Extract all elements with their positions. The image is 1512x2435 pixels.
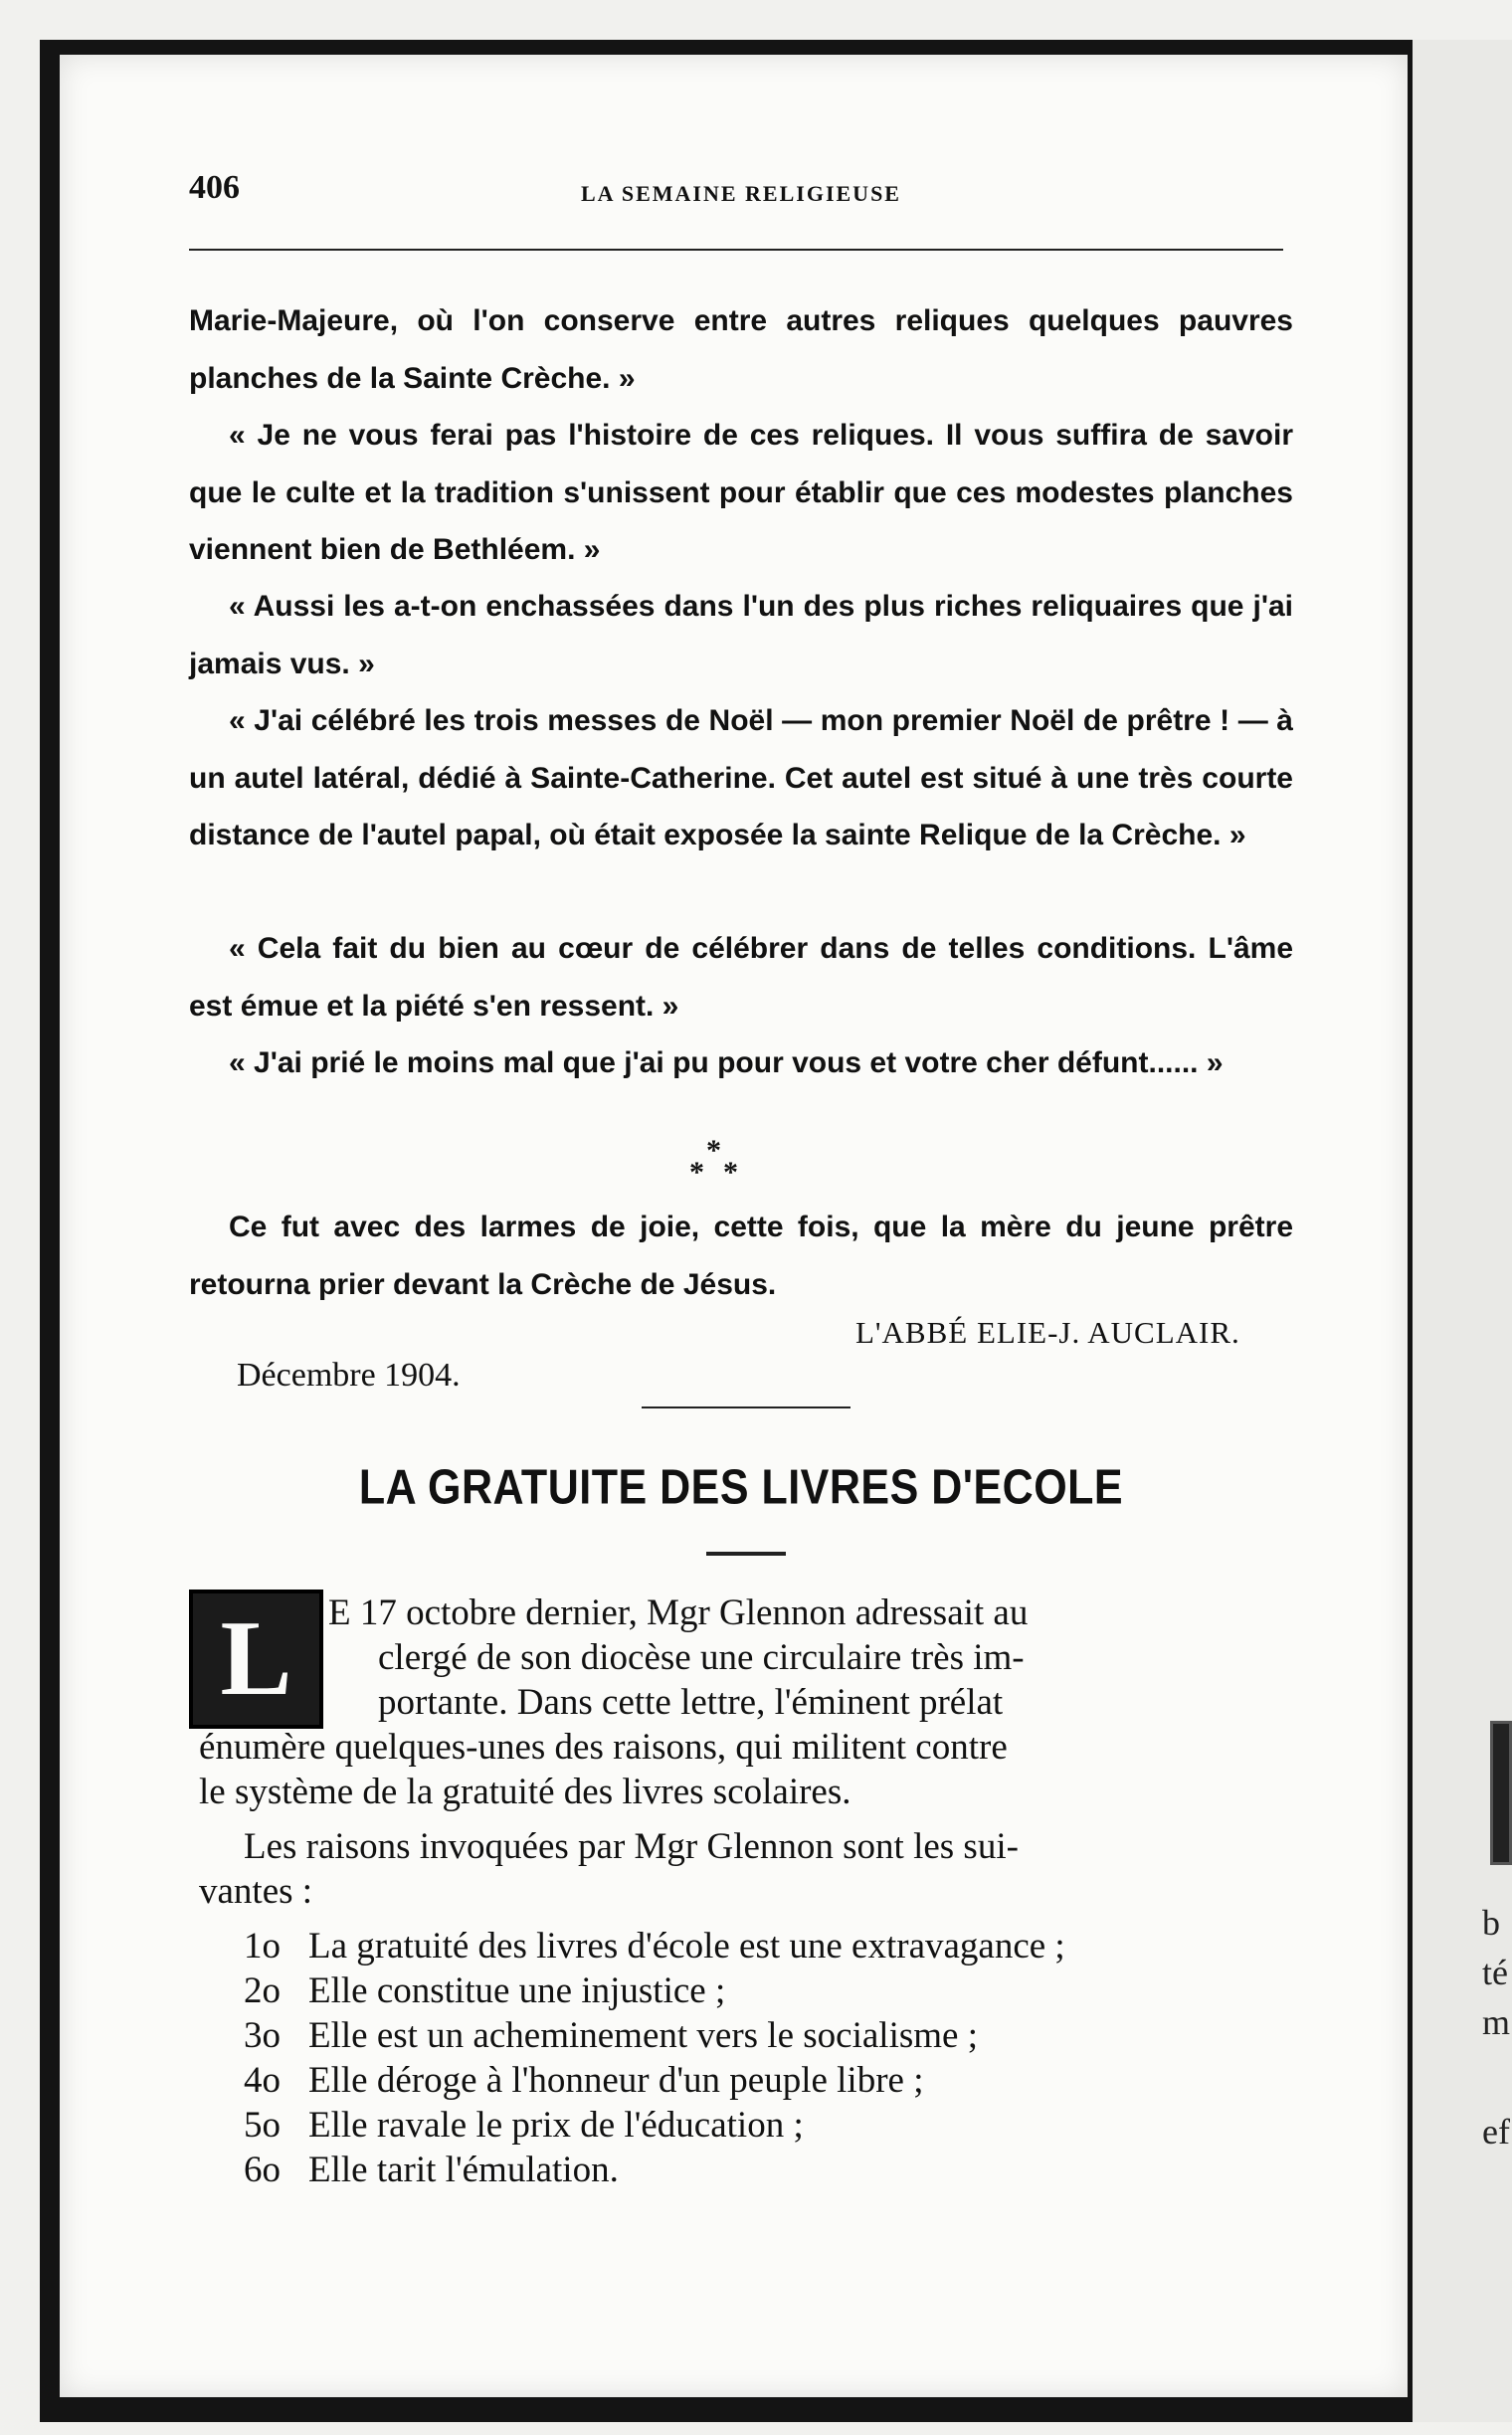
page-header — [189, 169, 1293, 219]
running-title: LA SEMAINE RELIGIEUSE — [581, 181, 901, 206]
asterism — [686, 1134, 746, 1194]
signature: L'ABBÉ ELIE-J. AUCLAIR. — [855, 1315, 1240, 1350]
header-rule — [189, 249, 1283, 251]
list-text: Elle tarit l'émulation. — [308, 2150, 619, 2190]
asterism-star: * — [689, 1156, 704, 1189]
asterism-star: * — [723, 1156, 738, 1189]
adjacent-page-fragment: m — [1482, 2002, 1511, 2042]
list-item — [244, 1969, 725, 2012]
page-number: 406 — [189, 169, 240, 206]
paragraph: « Aussi les a-t-on enchassées dans l'un des plus riches reliquaires que j'ai jamais vus. » — [189, 590, 1293, 680]
dropcap-letter: L — [220, 1599, 292, 1718]
intro-line: clergé de son diocèse une circulaire très im- — [378, 1637, 1025, 1678]
list-number: 2o — [244, 1970, 281, 2011]
list-number: 5o — [244, 2105, 281, 2146]
list-number: 1o — [244, 1926, 281, 1967]
section-divider — [642, 1406, 850, 1408]
paragraph: « J'ai célébré les trois messes de Noël — mon premier Noël de prêtre ! — à un autel latéral, dédié à Sainte-Catherine. Cet autel est situé à une très courte distance de l'autel papal, où était exposée la sainte Relique de la Crèche. » — [189, 704, 1293, 851]
reasons-intro-line: Les raisons invoquées par Mgr Glennon sont les sui- — [244, 1826, 1019, 1867]
paragraph: « J'ai prié le moins mal que j'ai pu pour vous et votre cher défunt...... » — [229, 1046, 1224, 1079]
list-item — [244, 1925, 1065, 1967]
list-number: 4o — [244, 2060, 281, 2101]
adjacent-page-fragment: b — [1482, 1903, 1500, 1943]
adjacent-page-fragment: ef — [1482, 2112, 1510, 2152]
adjacent-page-edge — [1413, 40, 1512, 2422]
date: Décembre 1904. — [237, 1357, 461, 1394]
paragraph: « Cela fait du bien au cœur de célébrer dans de telles conditions. L'âme est émue et la piété s'en ressent. » — [189, 932, 1293, 1023]
intro-line: E 17 octobre dernier, Mgr Glennon adressait au — [328, 1592, 1029, 1633]
paragraph: « Je ne vous ferai pas l'histoire de ces reliques. Il vous suffira de savoir que le culte et la tradition s'unissent pour établir que ces modestes planches viennent bien de Bethléem. » — [189, 419, 1293, 566]
list-text: Elle constitue une injustice ; — [308, 1970, 726, 2011]
list-text: Elle déroge à l'honneur d'un peuple libre ; — [308, 2060, 924, 2101]
intro-line: énumère quelques-unes des raisons, qui militent contre — [199, 1727, 1008, 1768]
adjacent-page-fragment: té — [1482, 1953, 1508, 1992]
list-item — [244, 2104, 804, 2147]
paragraph: Marie-Majeure, où l'on conserve entre autres reliques quelques pauvres planches de la Sainte Crèche. » — [189, 304, 1293, 395]
asterism-star: * — [706, 1134, 721, 1167]
list-text: Elle ravale le prix de l'éducation ; — [308, 2105, 804, 2146]
title-rule — [706, 1552, 786, 1556]
list-item — [244, 2149, 619, 2191]
adjacent-page-ornament — [1490, 1721, 1512, 1865]
list-text: Elle est un acheminement vers le socialisme ; — [308, 2015, 978, 2056]
list-item — [244, 2014, 978, 2057]
list-number: 6o — [244, 2150, 281, 2190]
intro-line: le système de la gratuité des livres scolaires. — [199, 1772, 851, 1812]
dropcap — [189, 1590, 323, 1729]
list-item — [244, 2059, 924, 2102]
section-title: LA GRATUITE DES LIVRES D'ECOLE — [358, 1460, 1124, 1516]
list-text: La gratuité des livres d'école est une extravagance ; — [308, 1926, 1065, 1967]
intro-line: portante. Dans cette lettre, l'éminent prélat — [378, 1682, 1004, 1723]
list-number: 3o — [244, 2015, 281, 2056]
reasons-intro-line: vantes : — [199, 1871, 313, 1912]
closing-paragraph: Ce fut avec des larmes de joie, cette fois, que la mère du jeune prêtre retourna prier devant la Crèche de Jésus. — [189, 1211, 1293, 1301]
